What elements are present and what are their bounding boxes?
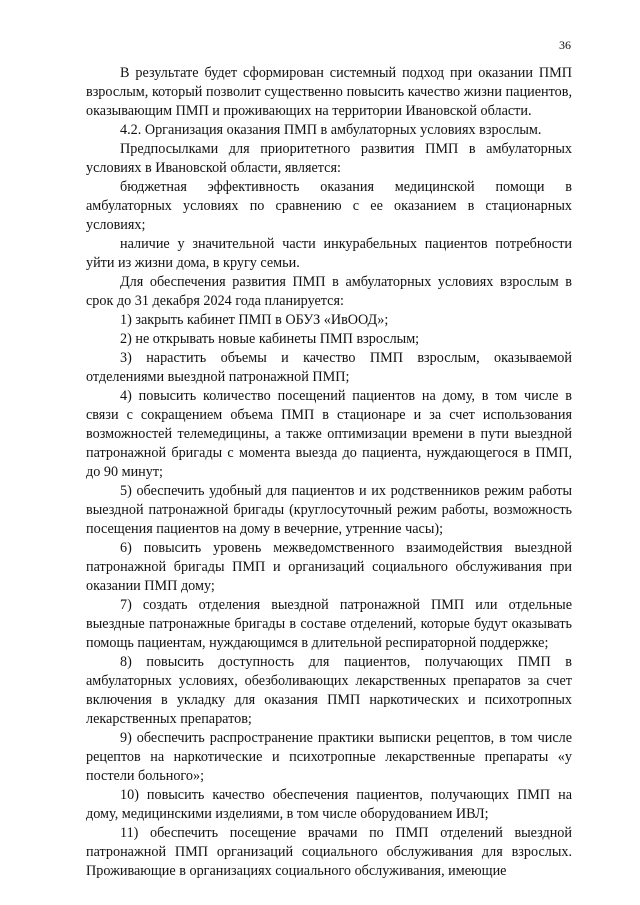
page-number: 36	[559, 38, 571, 52]
paragraph-prerequisites: Предпосылками для приоритетного развития ПМП в амбулаторных условиях в Ивановской области, является:	[86, 141, 572, 176]
list-item-2: 2) не открывать новые кабинеты ПМП взрослым;	[120, 331, 420, 347]
document-body	[86, 64, 572, 881]
list-item-6: 6) повысить уровень межведомственного взаимодействия выездной патронажной бригады ПМП и организаций социального обслуживания при оказании ПМП дому;	[86, 540, 572, 594]
paragraph-intro: В результате будет сформирован системный подход при оказании ПМП взрослым, который позволит существенно повысить качество жизни пациентов, оказывающим ПМП и проживающих на территории Ивановской области.	[86, 65, 572, 119]
paragraph-home: наличие у значительной части инкурабельных пациентов потребности уйти из жизни дома, в кругу семьи.	[86, 236, 572, 271]
list-item-9: 9) обеспечить распространение практики выписки рецептов, в том числе рецептов на наркотические и психотропные лекарственные препараты «у постели больного»;	[86, 730, 572, 784]
list-item-11: 11) обеспечить посещение врачами по ПМП отделений выездной патронажной ПМП организаций социального обслуживания для взрослых. Проживающие в организациях социального обслуживания, имеющие	[86, 825, 572, 879]
list-item-7: 7) создать отделения выездной патронажной ПМП или отдельные выездные патронажные бригады в составе отделений, которые будут оказывать помощь пациентам, нуждающимся в длительной респираторной поддержке;	[86, 597, 572, 651]
list-item-4: 4) повысить количество посещений пациентов на дому, в том числе в связи с сокращением объема ПМП в стационаре и за счет использования возможностей телемедицины, а также оптимизации времени в пути выездной патронажной бригады с момента выезда до пациента, нуждающегося в ПМП, до 90 минут;	[86, 388, 572, 480]
list-item-5: 5) обеспечить удобный для пациентов и их родственников режим работы выездной патронажной бригады (круглосуточный режим работы, возможность посещения пациентов на дому в вечерние, утренние часы);	[86, 483, 572, 537]
list-item-3: 3) нарастить объемы и качество ПМП взрослым, оказываемой отделениями выездной патронажной ПМП;	[86, 350, 572, 385]
section-heading: 4.2. Организация оказания ПМП в амбулаторных условиях взрослым.	[120, 122, 542, 138]
list-item-10: 10) повысить качество обеспечения пациентов, получающих ПМП на дому, медицинскими изделиями, в том числе оборудованием ИВЛ;	[86, 787, 572, 822]
list-item-8: 8) повысить доступность для пациентов, получающих ПМП в амбулаторных условиях, обезболивающих лекарственных препаратов за счет включения в укладку для оказания ПМП наркотических и психотропных лекарственных препаратов;	[86, 654, 572, 727]
paragraph-plan-intro: Для обеспечения развития ПМП в амбулаторных условиях взрослым в срок до 31 декабря 2024 года планируется:	[86, 274, 572, 309]
list-item-1: 1) закрыть кабинет ПМП в ОБУЗ «ИвООД»;	[120, 312, 389, 328]
paragraph-budget: бюджетная эффективность оказания медицинской помощи в амбулаторных условиях по сравнению с ее оказанием в стационарных условиях;	[86, 179, 572, 233]
